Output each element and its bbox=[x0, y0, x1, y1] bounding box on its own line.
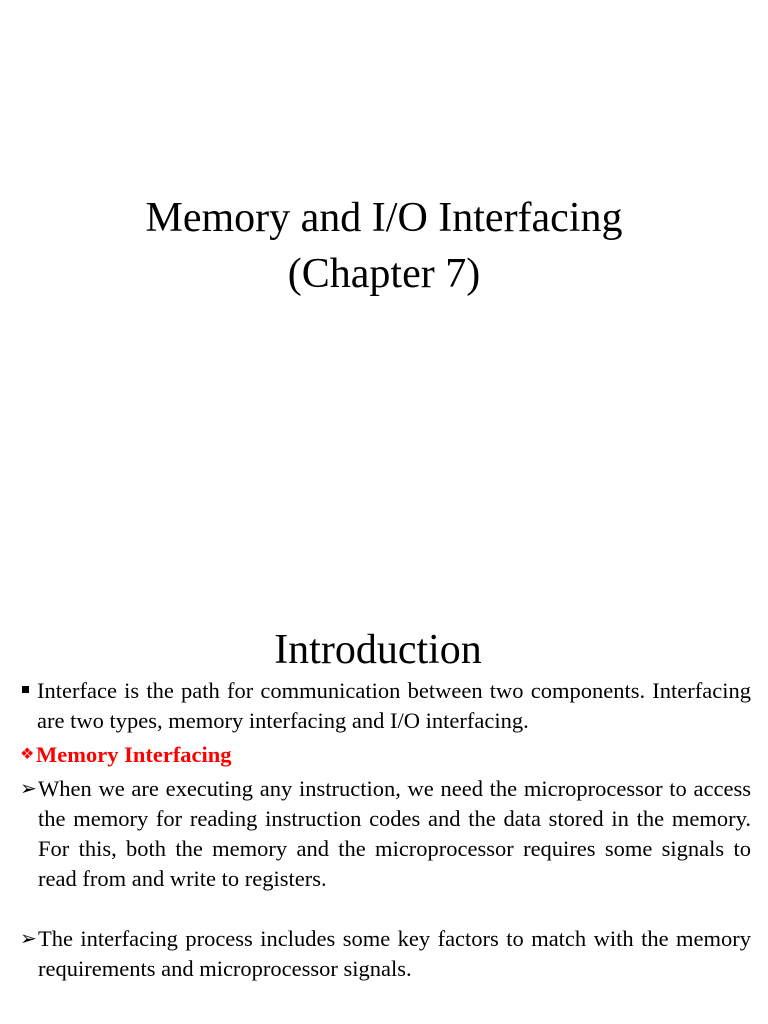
arrow-bullet-icon: ➢ bbox=[20, 778, 37, 800]
bullet-text: Interface is the path for communication between two components. Interfacing are two types, memory interfacing and I/O interfacing. bbox=[37, 678, 751, 733]
paragraph-spacer bbox=[20, 894, 751, 924]
arrow-bullet-item bbox=[20, 924, 751, 984]
arrow-bullet-text: When we are executing any instruction, we need the microprocessor to access the memory for reading instruction codes and the data stored in the memory. For this, both the memory and the microprocessor requires some signals to read from and write to registers. bbox=[38, 776, 751, 891]
arrow-bullet-item bbox=[20, 774, 751, 894]
bullet-item bbox=[20, 676, 751, 736]
section-subheading bbox=[20, 740, 751, 770]
slide-title bbox=[0, 190, 768, 302]
square-bullet-icon bbox=[22, 686, 29, 693]
slide-heading: Introduction bbox=[274, 627, 482, 673]
title-line-2: (Chapter 7) bbox=[287, 251, 481, 297]
slide-content bbox=[20, 676, 751, 984]
title-line-1: Memory and I/O Interfacing bbox=[145, 195, 623, 241]
subheading-text: Memory Interfacing bbox=[36, 742, 232, 767]
arrow-bullet-text: The interfacing process includes some key factors to match with the memory requirements and microprocessor signals. bbox=[38, 926, 751, 981]
diamond-bullet-icon: ❖ bbox=[20, 746, 35, 763]
introduction-slide bbox=[0, 576, 768, 1024]
arrow-bullet-icon: ➢ bbox=[20, 928, 37, 950]
